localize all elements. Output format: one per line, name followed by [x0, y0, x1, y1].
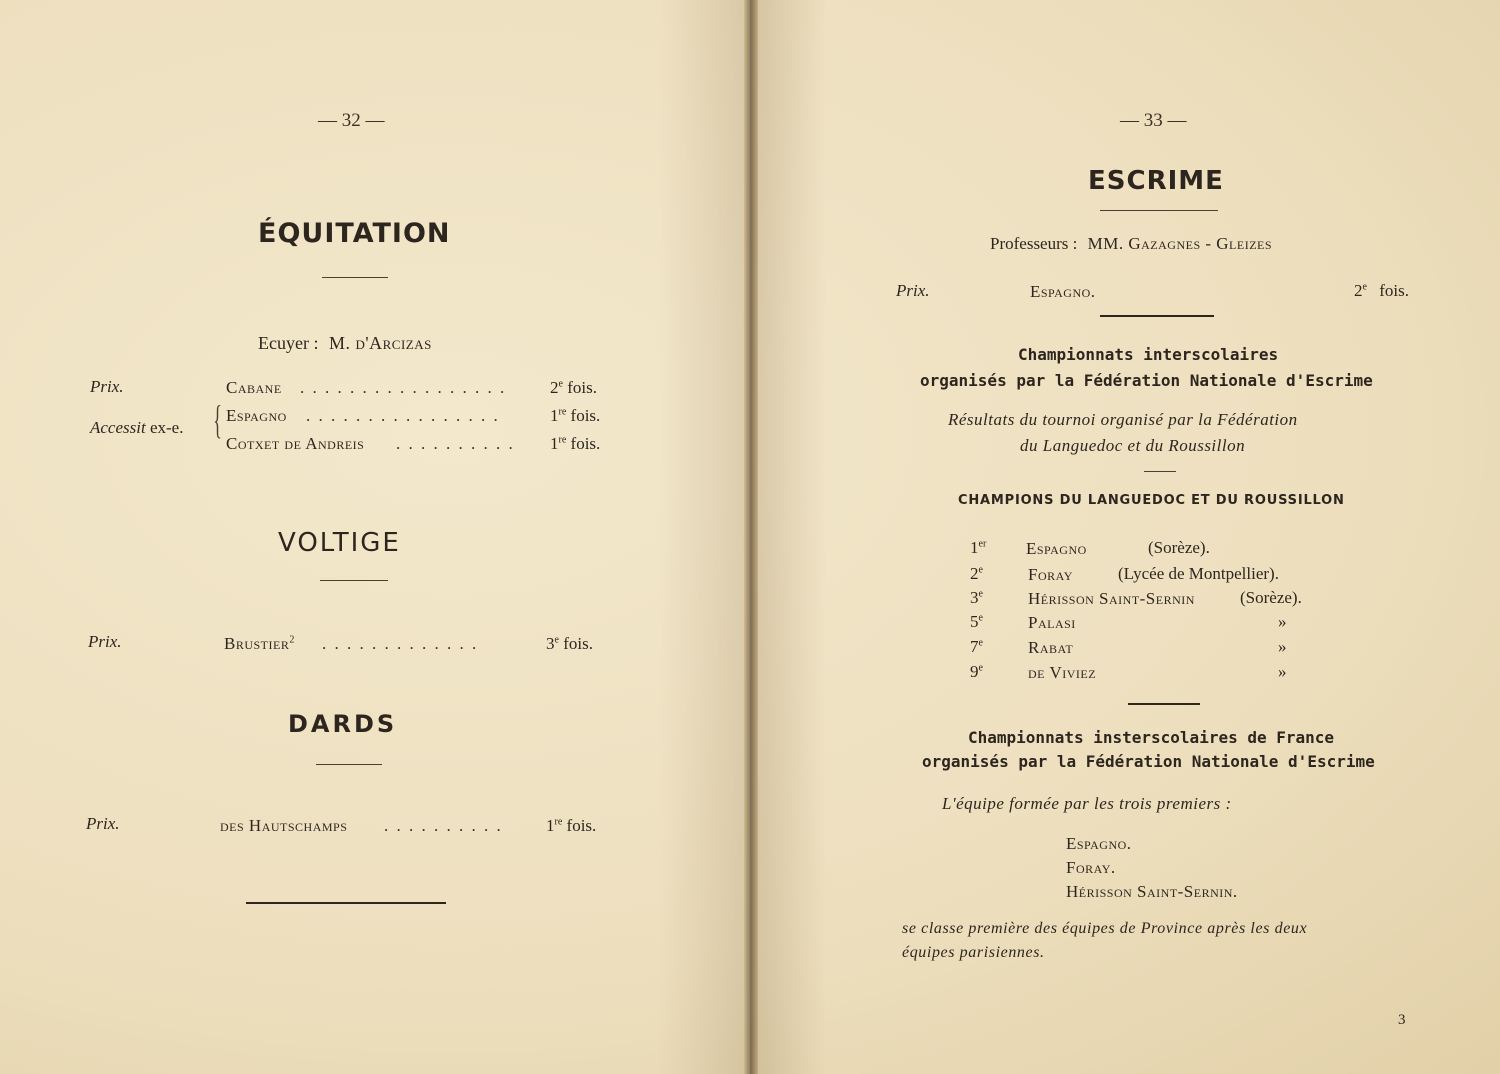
team-member: Hérisson Saint-Sernin. — [1066, 882, 1238, 901]
entry-name: Espagno — [226, 406, 287, 425]
prix-rank: 2e fois. — [1354, 281, 1409, 300]
professeurs-line: Professeurs : MM. Gazagnes - Gleizes — [990, 234, 1273, 253]
entry-rank: 1re fois. — [550, 434, 601, 453]
section-title-dards: DARDS — [288, 710, 398, 738]
team-member: Foray. — [1066, 858, 1116, 877]
entry-label: Prix. — [90, 377, 124, 396]
divider — [1144, 471, 1176, 472]
entry-name: des Hautschamps — [220, 816, 348, 835]
section1-subtitle-line1: Résultats du tournoi organisé par la Fédération — [948, 410, 1298, 429]
left-page — [0, 0, 748, 1074]
champion-school: » — [1278, 662, 1287, 681]
champion-school: (Sorèze). — [1148, 538, 1210, 557]
divider — [322, 277, 388, 278]
section-title-escrime: ESCRIME — [1088, 166, 1224, 196]
divider — [1100, 315, 1214, 317]
entry-rank: 2e fois. — [550, 378, 597, 397]
section1-heading-line2: organisés par la Fédération Nationale d'Escrime — [920, 371, 1373, 390]
right-page — [752, 0, 1500, 1074]
champion-name: Espagno — [1026, 539, 1087, 558]
champion-name: de Viviez — [1028, 663, 1097, 682]
champion-rank: 2e — [970, 564, 983, 583]
entry-dots: . . . . . . . . . . — [396, 434, 515, 453]
entry-label: Prix. — [86, 814, 120, 833]
signature-mark: 3 — [1398, 1012, 1406, 1028]
accessit-label: Accessit ex-e. — [90, 418, 184, 437]
champion-school: » — [1278, 637, 1287, 656]
section2-heading-line2: organisés par la Fédération Nationale d'Escrime — [922, 752, 1375, 771]
ecuyer-label: Ecuyer : — [258, 333, 319, 353]
entry-name: Cabane — [226, 378, 282, 397]
champion-name: Hérisson Saint-Sernin — [1028, 589, 1195, 608]
entry-dots: . . . . . . . . . . — [384, 816, 503, 835]
champion-school: (Lycée de Montpellier). — [1118, 564, 1279, 583]
champion-rank: 1er — [970, 538, 987, 557]
champion-school: (Sorèze). — [1240, 588, 1302, 607]
section1-heading-line1: Championnats interscolaires — [1018, 345, 1279, 364]
section2-heading-line1: Championnats insterscolaires de France — [968, 728, 1335, 747]
conclusion-line1: se classe première des équipes de Province après les deux — [902, 920, 1308, 937]
champion-rank: 9e — [970, 662, 983, 681]
champion-name: Rabat — [1028, 638, 1074, 657]
end-rule — [246, 902, 446, 904]
entry-dots: . . . . . . . . . . . . . . . . — [306, 406, 500, 425]
divider — [1128, 703, 1200, 705]
divider — [320, 580, 388, 581]
entry-rank: 3e fois. — [546, 634, 593, 653]
page-number: — 32 — — [318, 110, 385, 131]
champion-rank: 3e — [970, 588, 983, 607]
team-member: Espagno. — [1066, 834, 1132, 853]
entry-rank: 1re fois. — [550, 406, 601, 425]
champion-name: Palasi — [1028, 613, 1076, 632]
section1-subtitle-line2: du Languedoc et du Roussillon — [1020, 436, 1246, 455]
entry-dots: . . . . . . . . . . . . . — [322, 634, 479, 653]
brace: { — [213, 397, 222, 442]
divider — [1100, 210, 1218, 211]
ecuyer-name: M. d'Arcizas — [328, 333, 432, 353]
champion-name: Foray — [1028, 565, 1073, 584]
team-intro: L'équipe formée par les trois premiers : — [942, 794, 1232, 813]
champion-school: » — [1278, 612, 1287, 631]
champion-rank: 5e — [970, 612, 983, 631]
champion-rank: 7e — [970, 637, 983, 656]
entry-name: Cotxet de Andreis — [226, 434, 365, 453]
prix-name: Espagno. — [1030, 282, 1096, 301]
section-title-voltige: VOLTIGE — [278, 528, 401, 558]
entry-label: Prix. — [88, 632, 122, 651]
conclusion-line2: équipes parisiennes. — [902, 944, 1045, 961]
divider — [316, 764, 382, 765]
champions-heading: CHAMPIONS DU LANGUEDOC ET DU ROUSSILLON — [958, 493, 1345, 508]
ecuyer-line — [258, 333, 432, 354]
section-title-equitation: ÉQUITATION — [258, 218, 451, 249]
page-number: — 33 — — [1120, 110, 1187, 131]
entry-dots: . . . . . . . . . . . . . . . . . — [300, 378, 507, 397]
entry-name: Brustier$^2$ — [224, 634, 295, 653]
entry-rank: 1re fois. — [546, 816, 597, 835]
prix-label: Prix. — [896, 281, 930, 300]
